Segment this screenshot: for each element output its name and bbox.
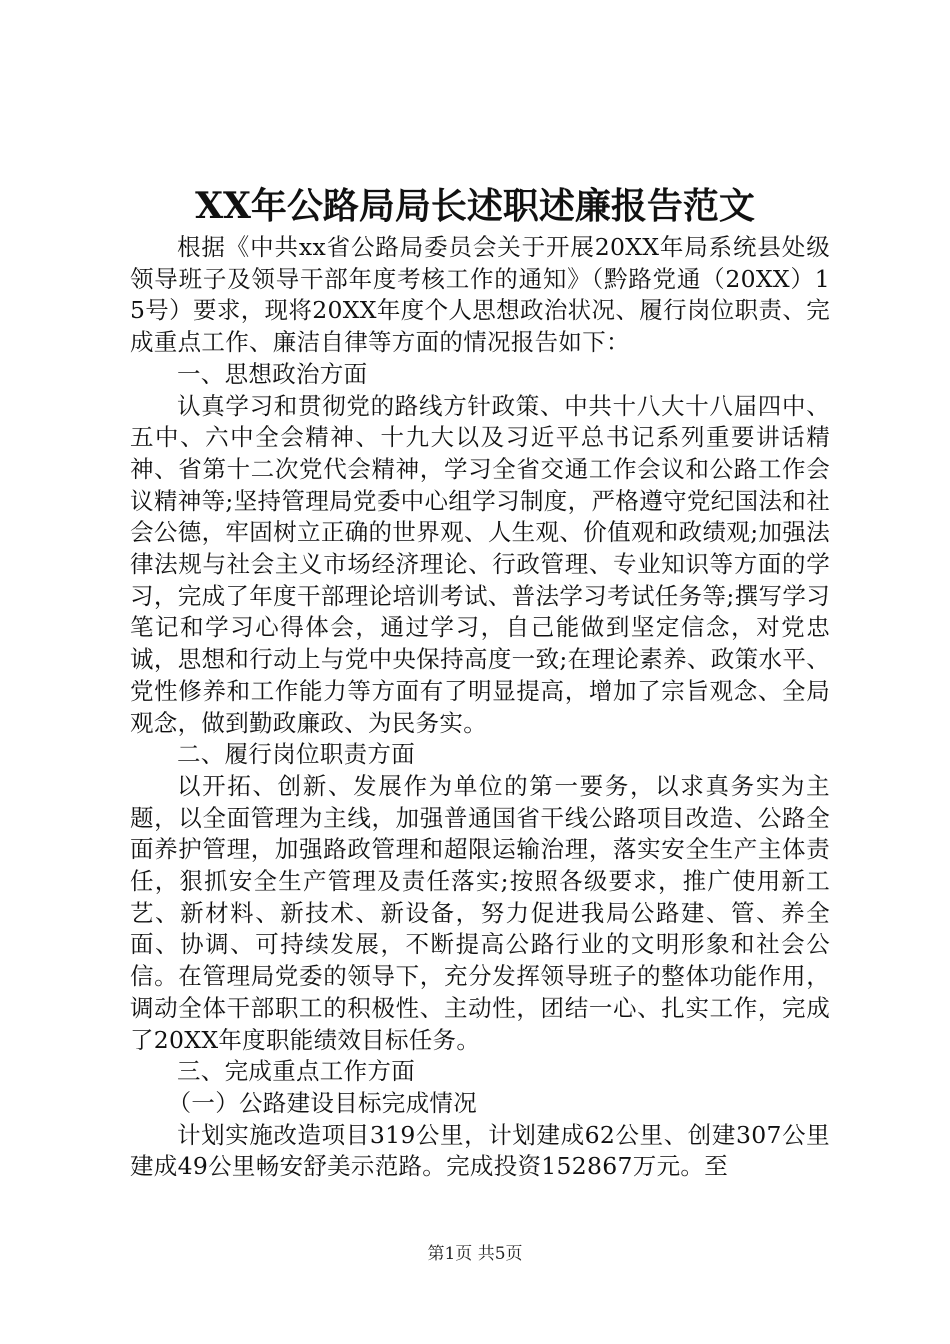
section-body-political: 认真学习和贯彻党的路线方针政策、中共十八大十八届四中、五中、六中全会精神、十九大以及习近平总书记系列重要讲话精神、省第十二次党代会精神，学习全省交通工作会议和公路工作会议精神等;坚持管理局党委中心组学习制度，严格遵守党纪国法和社会公德，牢固树立正确的世界观、人生观、价值观和政绩观;加强法律法规与社会主义市场经济理论、行政管理、专业知识等方面的学习，完成了年度干部理论培训考试、普法学习考试任务等;撰写学习笔记和学习心得体会，通过学习，自己能做到坚定信念，对党忠诚，思想和行动上与党中央保持高度一致;在理论素养、政策水平、党性修养和工作能力等方面有了明显提高，增加了宗旨观念、全局观念，做到勤政廉政、为民务实。	[130, 391, 830, 737]
document-title: XX年公路局局长述职述廉报告范文	[195, 185, 755, 227]
subsection-body-road-construction: 计划实施改造项目319公里，计划建成62公里、创建307公里建成49公里畅安舒美示范路。完成投资152867万元。至	[130, 1120, 830, 1181]
section-heading-duties: 二、履行岗位职责方面	[177, 740, 415, 769]
document-body	[130, 232, 830, 1183]
section-body-duties: 以开拓、创新、发展作为单位的第一要务，以求真务实为主题，以全面管理为主线，加强普通国省干线公路项目改造、公路全面养护管理，加强路政管理和超限运输治理，落实安全生产主体责任，狠抓安全生产管理及责任落实;按照各级要求，推广使用新工艺、新材料、新技术、新设备，努力促进我局公路建、管、养全面、协调、可持续发展，不断提高公路行业的文明形象和社会公信。在管理局党委的领导下，充分发挥领导班子的整体功能作用，调动全体干部职工的积极性、主动性，团结一心、扎实工作，完成了20XX年度职能绩效目标任务。	[130, 771, 830, 1054]
subsection-heading-road-construction: （一）公路建设目标完成情况	[167, 1088, 477, 1117]
section-heading-political: 一、思想政治方面	[177, 359, 368, 388]
page-number-footer: 第1页 共5页	[427, 1244, 523, 1264]
intro-paragraph: 根据《中共xx省公路局委员会关于开展20XX年局系统县处级领导班子及领导干部年度考核工作的通知》（黔路党通（20XX）15号）要求，现将20XX年度个人思想政治状况、履行岗位职责、完成重点工作、廉洁自律等方面的情况报告如下：	[130, 233, 830, 357]
section-heading-key-work: 三、完成重点工作方面	[177, 1057, 415, 1086]
